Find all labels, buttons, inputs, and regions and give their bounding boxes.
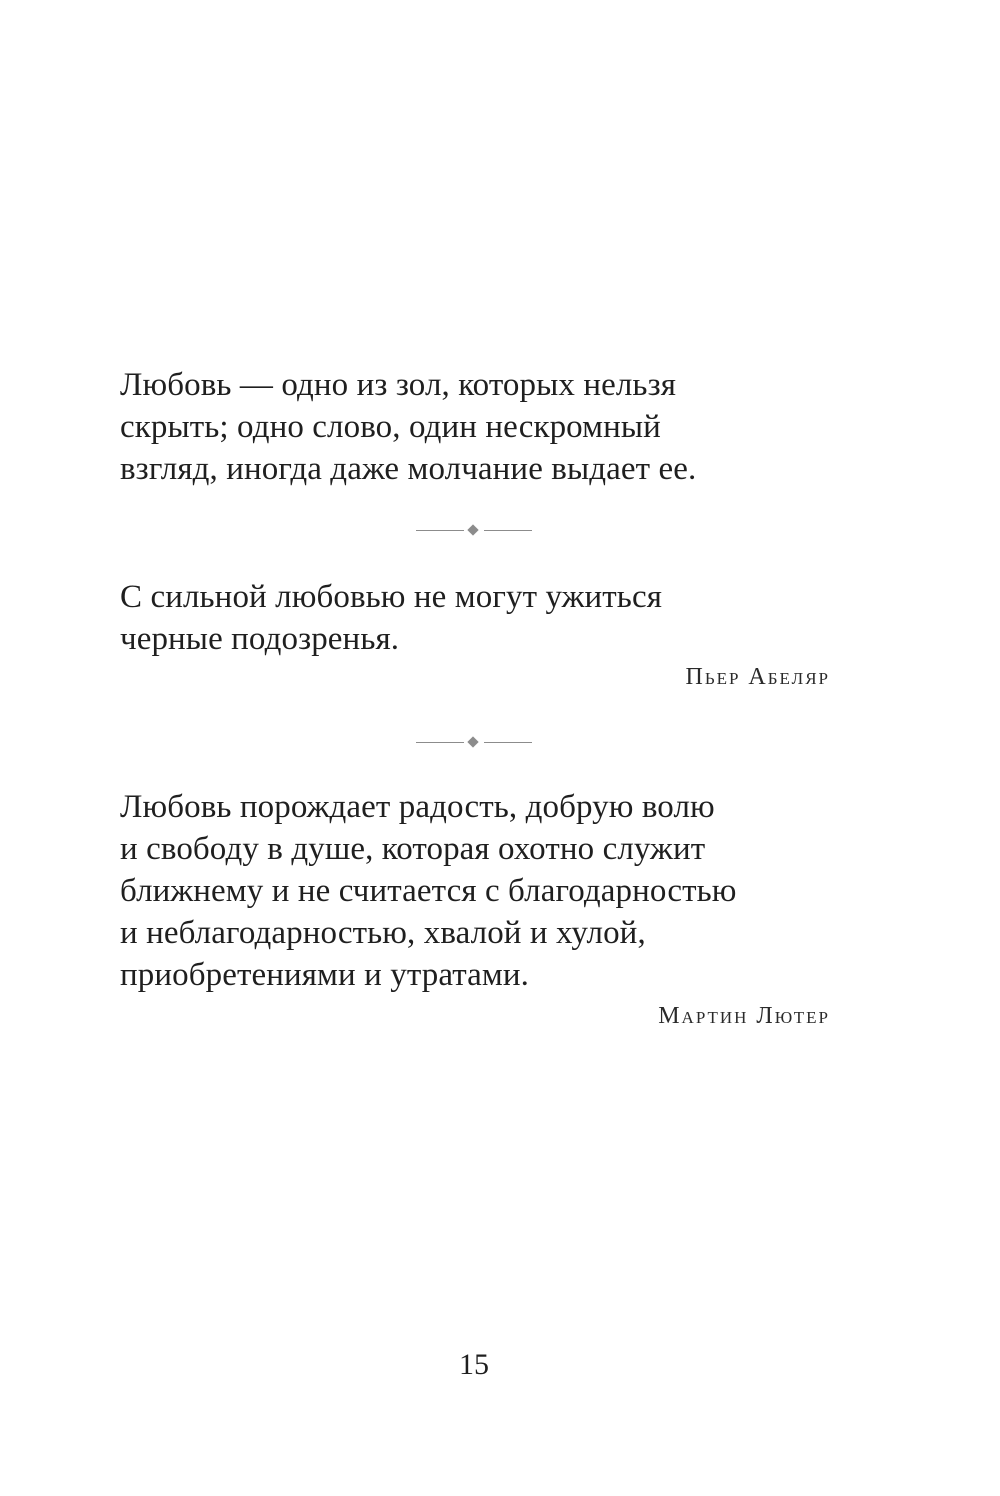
divider-rule bbox=[416, 742, 464, 743]
diamond-icon bbox=[467, 736, 478, 747]
quote-text bbox=[120, 364, 840, 490]
quote-text bbox=[120, 786, 840, 996]
quote-text bbox=[120, 576, 840, 660]
quote-author: Пьер Абеляр bbox=[685, 664, 830, 690]
divider-rule bbox=[484, 742, 532, 743]
quote-line: и неблагодарностью, хвалой и хулой, bbox=[120, 915, 646, 951]
quote-line: черные подозренья. bbox=[120, 621, 400, 657]
quote-line: Любовь порождает радость, добрую волю bbox=[120, 789, 715, 825]
quote-line: приобретениями и утратами. bbox=[120, 957, 530, 993]
ornament-divider bbox=[416, 737, 532, 749]
quote-line: ближнему и не считается с благодарностью bbox=[120, 873, 737, 909]
diamond-icon bbox=[467, 524, 478, 535]
ornament-divider bbox=[416, 525, 532, 537]
quote-line: скрыть; одно слово, один нескромный bbox=[120, 409, 661, 445]
divider-rule bbox=[484, 530, 532, 531]
quote-line: С сильной любовью не могут ужиться bbox=[120, 579, 662, 615]
quote-line: Любовь — одно из зол, которых нельзя bbox=[120, 367, 676, 403]
quote-line: и свободу в душе, которая охотно служит bbox=[120, 831, 706, 867]
page-number: 15 bbox=[459, 1348, 489, 1381]
quote-line: взгляд, иногда даже молчание выдает ее. bbox=[120, 451, 697, 487]
divider-rule bbox=[416, 530, 464, 531]
quote-author: Мартин Лютер bbox=[658, 1003, 830, 1029]
